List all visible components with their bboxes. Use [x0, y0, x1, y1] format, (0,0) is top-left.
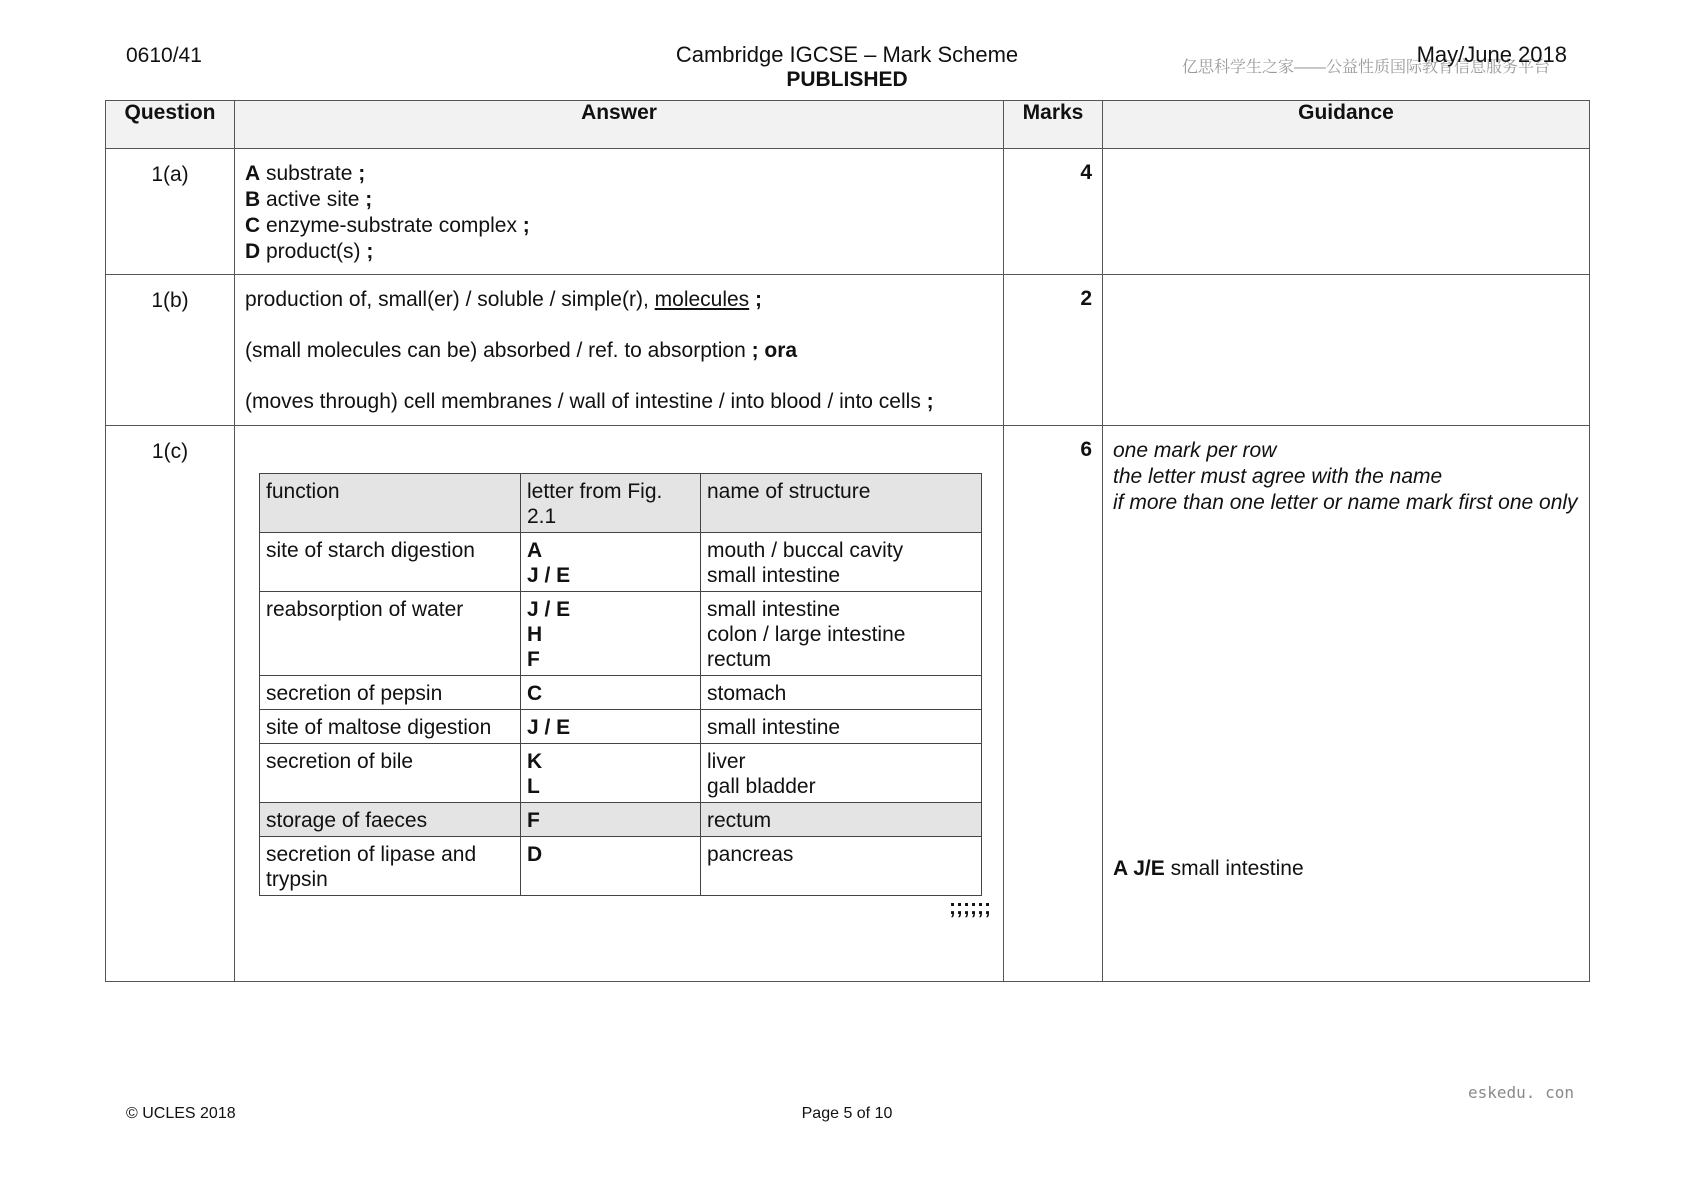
- function-cell: secretion of lipase and trypsin: [260, 837, 521, 896]
- structure-cell: liver gall bladder: [701, 744, 982, 803]
- mark-semicolons: ;;;;;;: [949, 896, 991, 919]
- answer-line: (small molecules can be) absorbed / ref. to absorption ; ora: [245, 339, 798, 362]
- answer-line: D product(s) ;: [245, 240, 374, 263]
- function-cell: storage of faeces: [260, 803, 521, 837]
- letter-cell: D: [521, 837, 701, 896]
- header-row: [106, 101, 1590, 149]
- letter-cell: K L: [521, 744, 701, 803]
- inner-header-row: [260, 474, 982, 533]
- letter-cell: J / E: [521, 710, 701, 744]
- published-label: PUBLISHED: [786, 68, 908, 91]
- row-1a: [106, 149, 1590, 275]
- marks-value: 2: [1004, 275, 1103, 426]
- guidance-cell: [1103, 426, 1590, 982]
- question-number: 1(b): [106, 275, 235, 426]
- header-marks: Marks: [1004, 101, 1103, 149]
- answer-line: (moves through) cell membranes / wall of intestine / into blood / into cells ;: [245, 390, 934, 413]
- footer-watermark: eskedu. con: [1468, 1083, 1574, 1102]
- answer-line: production of, small(er) / soluble / simple(r), molecules ;: [245, 288, 763, 311]
- exam-date: May/June 2018: [1416, 42, 1567, 67]
- answer-cell: [235, 149, 1004, 275]
- function-cell: site of starch digestion: [260, 533, 521, 592]
- table-row: [260, 803, 982, 837]
- table-row: [260, 744, 982, 803]
- structure-cell: stomach: [701, 676, 982, 710]
- row-1b: [106, 275, 1590, 426]
- inner-header-function: function: [260, 474, 521, 533]
- paper-code: 0610/41: [126, 44, 202, 67]
- marks-value: 6: [1004, 426, 1103, 982]
- answer-cell: [235, 426, 1004, 982]
- inner-header-name: name of structure: [701, 474, 982, 533]
- function-cell: secretion of pepsin: [260, 676, 521, 710]
- question-number: 1(c): [106, 426, 235, 982]
- letter-cell: F: [521, 803, 701, 837]
- header-guidance: Guidance: [1103, 101, 1590, 149]
- guidance-cell: [1103, 275, 1590, 426]
- structure-cell: mouth / buccal cavity small intestine: [701, 533, 982, 592]
- guidance-accept: A J/E small intestine: [1113, 857, 1304, 880]
- table-row: [260, 592, 982, 676]
- function-cell: reabsorption of water: [260, 592, 521, 676]
- document-title: Cambridge IGCSE – Mark Scheme: [675, 42, 1019, 67]
- guidance-line: if more than one letter or name mark first one only: [1113, 491, 1578, 514]
- function-cell: secretion of bile: [260, 744, 521, 803]
- answer-line: A substrate ;: [245, 162, 366, 185]
- letter-cell: A J / E: [521, 533, 701, 592]
- structure-cell: small intestine: [701, 710, 982, 744]
- answer-line: B active site ;: [245, 188, 373, 211]
- page-number: Page 5 of 10: [801, 1105, 893, 1122]
- table-row: [260, 710, 982, 744]
- structure-cell: rectum: [701, 803, 982, 837]
- copyright: © UCLES 2018: [126, 1105, 236, 1122]
- header-question: Question: [106, 101, 235, 149]
- watermark-text: 亿思科学生之家——公益性质国际教育信息服务平台: [1181, 59, 1550, 76]
- guidance-cell: [1103, 149, 1590, 275]
- marks-value: 4: [1004, 149, 1103, 275]
- table-row: [260, 837, 982, 896]
- letter-cell: J / E H F: [521, 592, 701, 676]
- mark-scheme-table: [105, 100, 1590, 982]
- guidance-line: the letter must agree with the name: [1113, 465, 1443, 488]
- answer-cell: [235, 275, 1004, 426]
- function-cell: site of maltose digestion: [260, 710, 521, 744]
- question-number: 1(a): [106, 149, 235, 275]
- digestive-structures-table: [259, 473, 982, 896]
- structure-cell: small intestine colon / large intestine rectum: [701, 592, 982, 676]
- answer-line: C enzyme-substrate complex ;: [245, 214, 530, 237]
- table-row: [260, 676, 982, 710]
- table-row: [260, 533, 982, 592]
- structure-cell: pancreas: [701, 837, 982, 896]
- guidance-line: one mark per row: [1113, 439, 1277, 462]
- inner-header-letter: letter from Fig. 2.1: [521, 474, 701, 533]
- letter-cell: C: [521, 676, 701, 710]
- header-answer: Answer: [235, 101, 1004, 149]
- row-1c: [106, 426, 1590, 982]
